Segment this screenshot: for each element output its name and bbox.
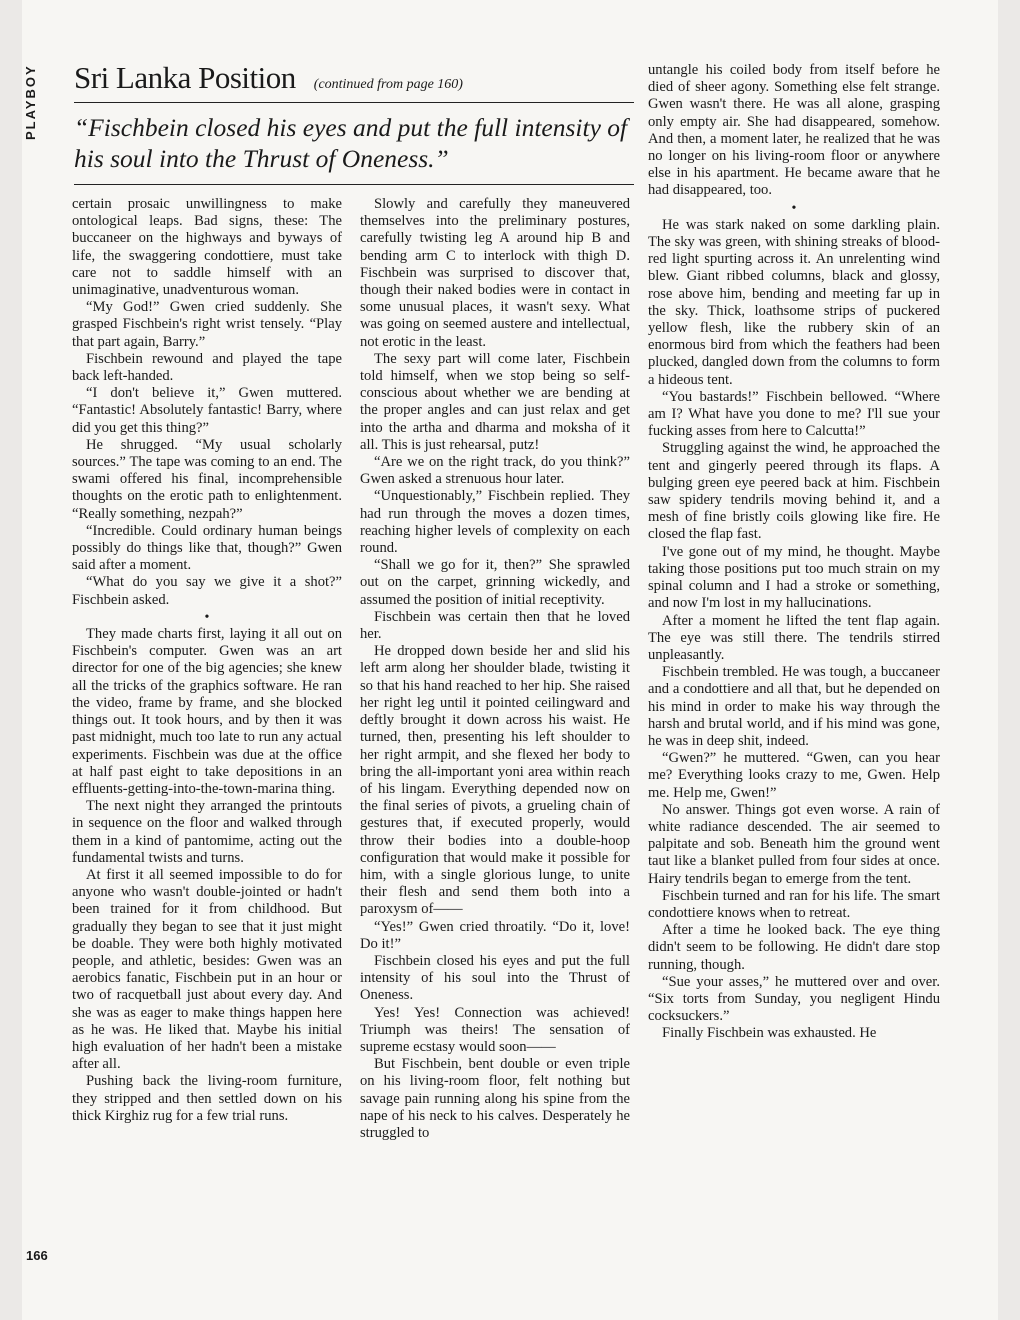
paragraph: Fischbein turned and ran for his life. The smart condottiere knows when to retreat. — [648, 887, 940, 921]
continued-note: (continued from page 160) — [313, 77, 463, 92]
paragraph: Fischbein closed his eyes and put the full intensity of his soul into the Thrust of Oneness. — [360, 952, 630, 1004]
paragraph: No answer. Things got even worse. A rain of white radiance descended. The air seemed to palpitate and sob. Beneath him the ground went taut like a blanket pulled from four sides at once. Hairy tendrils began to emerge from the tent. — [648, 801, 940, 887]
paragraph: “Shall we go for it, then?” She sprawled out on the carpet, grinning wickedly, and assumed the position of initial receptivity. — [360, 557, 630, 608]
text-column-3 — [648, 62, 940, 1043]
paragraph: “My God!” Gwen cried suddenly. She grasped Fischbein's right wrist tensely. “Play that part again, Barry.” — [72, 299, 342, 350]
paragraph: The next night they arranged the printouts in sequence on the floor and walked through them in a kind of pantomime, acting out the fundamental twists and turns. — [72, 798, 342, 866]
paragraph: Finally Fischbein was exhausted. He — [662, 1025, 877, 1042]
paragraph: “Unquestionably,” Fischbein replied. They had run through the moves a dozen times, reaching higher levels of complexity on each round. — [360, 488, 630, 557]
paragraph: Yes! Yes! Connection was achieved! Triumph was theirs! The sensation of supreme ecstasy would soon—— — [360, 1004, 630, 1055]
paragraph: But Fischbein, bent double or even triple on his living-room floor, felt nothing but savage pain running along his spine from the nape of his neck to his calves. Desperately he struggled to — [360, 1056, 630, 1141]
paragraph: Struggling against the wind, he approached the tent and gingerly peered through its flaps. A bulging green eye peered back at him. Fischbein saw spidery tendrils moving behind it, and a mesh of fine bristly coils glowing like fire. He closed the flap fast. — [648, 440, 940, 543]
paragraph: “Are we on the right track, do you think?” Gwen asked a strenuous hour later. — [360, 454, 630, 488]
paragraph: He shrugged. “My usual scholarly sources.” The tape was coming to an end. The swami offered his final, incomprehensible thoughts on the erotic path to enlightenment. “Really something, nezpah?” — [72, 436, 342, 522]
paragraph: certain prosaic unwillingness to make ontological leaps. Bad signs, these: The buccaneer on the highways and byways of life, the swaggering condottiere, must take care not to saddle himself with an unimaginative, unadventurous woman. — [72, 196, 342, 299]
article-title: Sri Lanka Position — [74, 60, 296, 95]
paragraph: After a moment he lifted the tent flap again. The eye was still there. The tendrils stirred unpleasantly. — [648, 612, 940, 663]
paragraph: They made charts first, laying it all out on Fischbein's computer. Gwen was an art director for one of the big agencies; she knew all the tricks of the graphics software. He ran the video, frame by frame, and she blocked things out. It took hours, and by then it was past midnight, much too late to run any actual experiments. Fischbein was due at the office at half past eight to take depositions in an effluents-getting-into-the-town-marina thing. — [72, 626, 342, 797]
paragraph: “Yes!” Gwen cried throatily. “Do it, love! Do it!” — [360, 918, 630, 952]
paragraph: “Sue your asses,” he muttered over and over. “Six torts from Sunday, you negligent Hindu cocksuckers.” — [648, 973, 940, 1025]
paragraph: He dropped down beside her and slid his left arm along her shoulder blade, twisting it so that his hand reached to her hip. She raised her right leg until it pointed ceilingward and deftly brought it down across his waist. He turned, then, presenting his left shoulder to her right armpit, and she flexed her body to bring the all-important yoni area within reach of his lingam. Everything depended now on the final series of pivots, a grueling chain of gestures that, if executed properly, would throw their bodies into a double-hoop configuration that would make it possible for him, with a single glorious lunge, to unite their flesh and send them both into a paroxysm of—— — [360, 643, 630, 918]
paragraph: Fischbein was certain then that he loved her. — [360, 608, 630, 643]
paragraph: untangle his coiled body from itself before he died of sheer agony. Something else felt strange. Gwen wasn't there. He was all alone, grasping only empty air. She had disappeared, somehow. And then, a moment later, he realized that he was no longer on his living-room floor or anywhere else in his apartment. He became aware that he had disappeared, too. — [648, 62, 940, 199]
paragraph: I've gone out of my mind, he thought. Maybe taking those positions put too much strain on my spinal column and I had a stroke or something, and now I'm lost in my hallucinations. — [648, 543, 940, 612]
page-number: 166 — [26, 1248, 48, 1263]
magazine-name: PLAYBOY — [23, 64, 38, 140]
text-column-2 — [360, 196, 630, 1142]
header-rule-bottom — [74, 184, 634, 185]
paragraph: He was stark naked on some darkling plain. The sky was green, with shining streaks of blood-red light spurting across it. An unrelenting wind blew. Giant ribbed columns, black and glossy, rose above him, bending and meeting far up in the sky. Thick, loathsome strips of puckered yellow flesh, like the rubbery skin of an enormous bird from which the feathers had been plucked, dangled down from the columns to form a hideous tent. — [648, 216, 940, 388]
paragraph: “Incredible. Could ordinary human beings possibly do things like that, though?” Gwen said after a moment. — [72, 522, 342, 574]
paragraph: “You bastards!” Fischbein bellowed. “Where am I? What have you done to me? I'll sue your fucking asses from here to Calcutta!” — [648, 388, 940, 440]
pull-quote: “Fischbein closed his eyes and put the full intensity of his soul into the Thrust of Oneness.” — [74, 113, 628, 173]
text-column-1 — [72, 196, 342, 1125]
paragraph: “I don't believe it,” Gwen muttered. “Fantastic! Absolutely fantastic! Barry, where did you get this thing?” — [72, 385, 342, 436]
section-break-bullet: • — [204, 609, 210, 625]
paragraph: “Gwen?” he muttered. “Gwen, can you hear me? Everything looks crazy to me, Gwen. Help me. Help me, Gwen!” — [648, 750, 940, 801]
section-break-bullet: • — [791, 200, 797, 216]
paragraph: “What do you say we give it a shot?” Fischbein asked. — [72, 574, 342, 608]
header-rule-top — [74, 102, 634, 103]
paragraph: Fischbein rewound and played the tape back left-handed. — [72, 350, 342, 385]
paragraph: Pushing back the living-room furniture, they stripped and then settled down on his thick Kirghiz rug for a few trial runs. — [72, 1073, 342, 1124]
paragraph: The sexy part will come later, Fischbein told himself, when we stop being so self-conscious about whether we are bending at the proper angles and can just relax and get into the artha and dharma and moksha of it all. This is just rehearsal, putz! — [360, 350, 630, 453]
paragraph: After a time he looked back. The eye thing didn't seem to be following. He didn't dare stop running, though. — [648, 922, 940, 973]
paragraph: Fischbein trembled. He was tough, a buccaneer and a condottiere and all that, but he depended on his mind in order to make his way through the harsh and brutal world, and if his mind was gone, he was in deep shit, indeed. — [648, 664, 940, 749]
paragraph: Slowly and carefully they maneuvered themselves into the preliminary postures, carefully twisting leg A around hip B and bending arm C to interlock with thigh D. Fischbein was surprised to discover that, though their naked bodies were in contact in some unusual places, it wasn't sexy. What was going on seemed austere and intellectual, not erotic in the least. — [360, 196, 630, 350]
article-header — [74, 60, 632, 96]
paragraph: At first it all seemed impossible to do for anyone who wasn't double-jointed or hadn't been trained for it from childhood. But gradually they began to see that it just might be doable. They were both highly motivated people, and athletic, besides: Gwen was an aerobics fanatic, Fischbein put in an hour or two of racquetball just about every day. And she was as eager to make things happen here as he was. He liked that. Maybe his initial high evaluation of her hadn't been a mistake after all. — [72, 866, 342, 1073]
